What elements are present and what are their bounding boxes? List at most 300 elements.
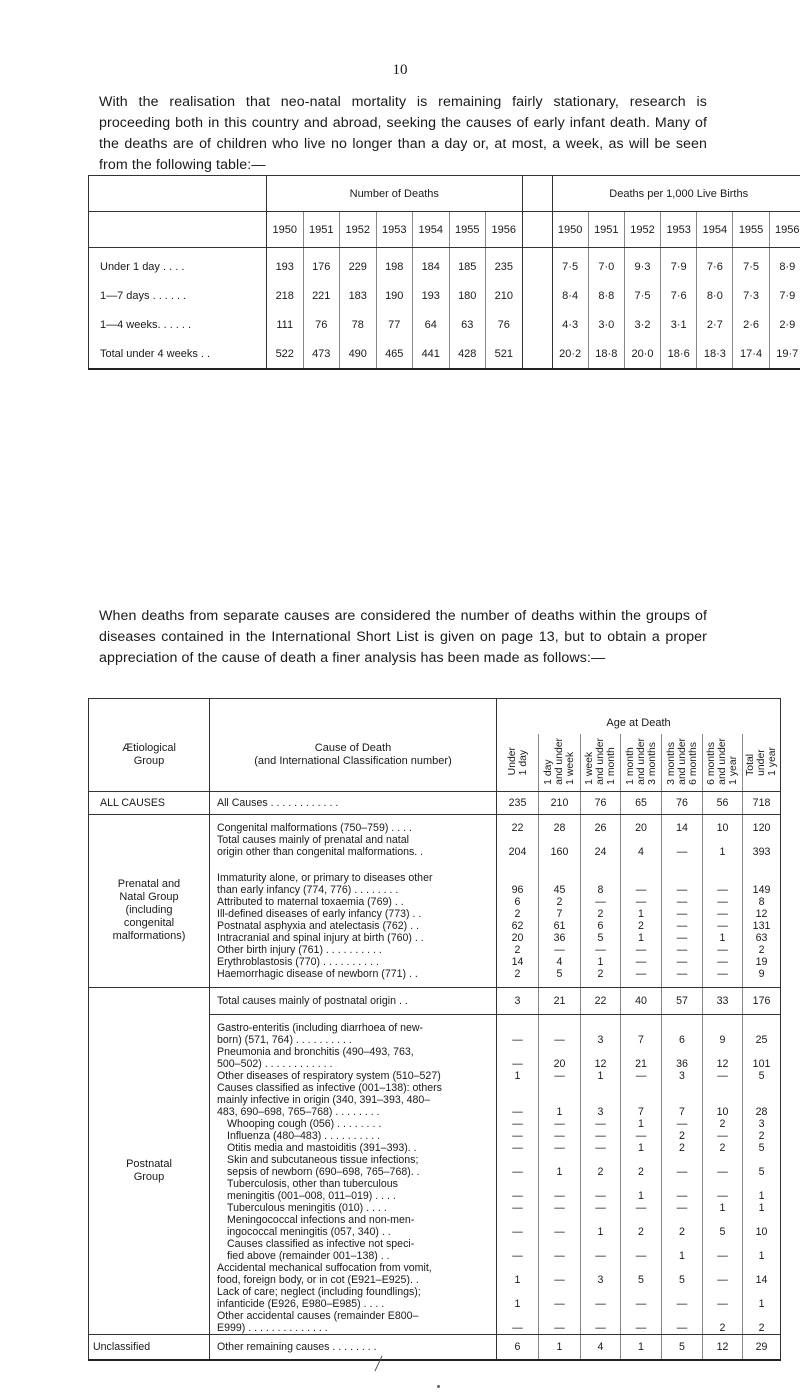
table-row [89,310,800,339]
value-cell: 101 [743,1046,781,1070]
value-cell: 14 [497,956,539,968]
value-cell: 2 [581,1154,621,1178]
t1-body [89,248,800,370]
value-cell: 149 [743,865,781,896]
value-cell: — [581,1178,621,1202]
value-cell: 3 [743,1118,781,1130]
value-cell: — [497,1015,539,1047]
middle-paragraph: When deaths from separate causes are considered the number of deaths within the groups of diseases contained in the International Short List is given on page 13, but to obtain a proper appreciation of the cause of death a finer analysis has been made as follows:— [99,608,707,666]
value-cell: — [497,1214,539,1238]
t1-year-rates: 1953 [661,212,697,248]
rate-cell: 8·0 [697,281,733,310]
value-cell: 5 [539,968,581,988]
t1-year-deaths: 1952 [340,212,377,248]
group-cell [89,988,210,1335]
t1-spacer [522,339,552,369]
value-cell: — [662,1178,703,1202]
deaths-cell: 184 [413,248,450,282]
cause-cell: Intracranial and spinal injury at birth (760) . . [210,932,497,944]
t1-spacer [522,310,552,339]
value-cell: 2 [743,1310,781,1335]
group-label: Postnatal Group [126,1158,172,1183]
rate-cell: 7·5 [733,248,769,282]
t2-age-col-label: 1 day and under 1 week [543,737,576,785]
value-cell: — [662,1286,703,1310]
value-cell: 1 [743,1286,781,1310]
t2-age-col-label: 3 months and under 6 months [665,737,699,785]
value-cell: 1 [497,1286,539,1310]
group-cell: Unclassified [93,1341,151,1353]
cause-cell: Skin and subcutaneous tissue infections; sepsis of newborn (690–698, 765–768). . [210,1154,497,1178]
rate-cell: 2·9 [769,310,800,339]
t2-age-col-header [581,734,621,792]
value-cell: 63 [743,932,781,944]
value-cell: — [662,932,703,944]
group-cell: ALL CAUSES [89,792,210,815]
cause-cell: Causes classified as infective (001–138): others mainly infective in origin (340, 391–393, 480– 483, 690–698, 765–768) . . . . . . . . [210,1082,497,1118]
value-cell: — [662,956,703,968]
value-cell: — [581,1202,621,1214]
row-label: 1—7 days . . . . . . [100,289,187,302]
deaths-cell: 522 [267,339,304,369]
causes-of-death-table [88,698,781,1361]
t2-age-col-label: Under 1 day [506,746,529,776]
value-cell: 2 [621,1154,662,1178]
t2-age-col-label: 1 week and under 1 month [584,737,617,785]
t1-year-corner [89,212,267,248]
value-cell: 1 [581,1214,621,1238]
t1-year-rates: 1955 [733,212,769,248]
row-label: Total under 4 weeks . . [100,347,211,360]
value-cell: — [497,1142,539,1154]
value-cell: 5 [703,1214,743,1238]
value-cell: — [621,896,662,908]
deaths-cell: 185 [449,248,486,282]
value-cell: 7 [621,1015,662,1047]
t1-year-rates: 1954 [697,212,733,248]
cause-cell: Meningococcal infections and non-men- ingococcal meningitis (057, 340) . . [210,1214,497,1238]
value-cell: 5 [743,1154,781,1178]
t1-year-rates: 1956 [769,212,800,248]
value-cell: — [581,1310,621,1335]
t1-year-rates: 1952 [624,212,660,248]
value-cell: 1 [703,932,743,944]
table-row [89,281,800,310]
value-cell: 4 [581,1335,621,1361]
rate-cell: 20·0 [624,339,660,369]
rate-cell: 18·6 [661,339,697,369]
value-cell: — [621,1238,662,1262]
deaths-cell: 193 [267,248,304,282]
t2-age-col-label: 6 months and under 1 year [706,737,739,785]
t1-year-header-row [89,212,800,248]
value-cell: 57 [662,988,703,1015]
t2-col-group-label: Ætiological Group [122,742,176,767]
value-cell: 5 [662,1262,703,1286]
table-row [89,1335,781,1361]
value-cell: — [703,944,743,956]
t1-year-deaths: 1953 [376,212,413,248]
deaths-cell: 465 [376,339,413,369]
value-cell: 2 [539,896,581,908]
deaths-cell: 193 [413,281,450,310]
value-cell: 1 [743,1238,781,1262]
value-cell: 7 [621,1082,662,1118]
value-cell: — [621,1202,662,1214]
value-cell: 5 [581,932,621,944]
t1-year-deaths: 1956 [486,212,523,248]
value-cell: 9 [743,968,781,988]
value-cell: 40 [621,988,662,1015]
value-cell: 26 [581,815,621,835]
value-cell: — [703,1130,743,1142]
value-cell: — [662,896,703,908]
t2-age-col-header [539,734,581,792]
value-cell: 3 [581,1082,621,1118]
t1-corner [89,176,267,212]
value-cell: 120 [743,815,781,835]
rate-cell: 8·8 [588,281,624,310]
rate-cell: 8·4 [552,281,588,310]
value-cell: 1 [621,1142,662,1154]
value-cell: 14 [662,815,703,835]
value-cell: — [539,1118,581,1130]
value-cell: 2 [497,968,539,988]
value-cell: 3 [497,988,539,1015]
row-label: Under 1 day . . . . [100,260,185,273]
rate-cell: 7·3 [733,281,769,310]
t1-year-deaths: 1950 [267,212,304,248]
value-cell: 204 [497,834,539,865]
value-cell: 5 [662,1335,703,1361]
value-cell: — [703,968,743,988]
value-cell: 12 [703,1335,743,1361]
value-cell: 393 [743,834,781,865]
rate-cell: 18·3 [697,339,733,369]
value-cell: — [539,1202,581,1214]
cause-cell: Postnatal asphyxia and atelectasis (762) . . [210,920,497,932]
value-cell: — [662,1202,703,1214]
deaths-cell: 176 [303,248,340,282]
value-cell: 1 [497,1262,539,1286]
t2-age-header: Age at Death [497,699,781,735]
cause-cell: Tuberculous meningitis (010) . . . . [210,1202,497,1214]
value-cell: 22 [497,815,539,835]
rate-cell: 9·3 [624,248,660,282]
value-cell: — [539,1142,581,1154]
value-cell: — [497,1046,539,1070]
rate-cell: 20·2 [552,339,588,369]
value-cell: 210 [539,792,581,815]
row-label: 1—4 weeks. . . . . . [100,318,192,331]
value-cell: 1 [703,834,743,865]
value-cell: 176 [743,988,781,1015]
cause-cell: Tuberculosis, other than tuberculous meningitis (001–008, 011–019) . . . . [210,1178,497,1202]
rate-cell: 7·6 [697,248,733,282]
value-cell: 8 [743,896,781,908]
rate-cell: 3·1 [661,310,697,339]
table-row [89,339,800,369]
intro-paragraph: With the realisation that neo-natal mortality is remaining fairly stationary, research is proceeding both in this country and abroad, seeking the causes of early infant death. Many of the deaths are of children who live no longer than a day or, at most, a week, as will be seen from the following table:— [99,94,707,173]
value-cell: 3 [662,1070,703,1082]
value-cell: 20 [497,932,539,944]
cause-cell: Congenital malformations (750–759) . . . . [210,815,497,835]
t2-age-col-header [743,734,781,792]
value-cell: 61 [539,920,581,932]
value-cell: — [539,1214,581,1238]
deaths-cell: 210 [486,281,523,310]
value-cell: 20 [621,815,662,835]
value-cell: 36 [662,1046,703,1070]
value-cell: 21 [539,988,581,1015]
value-cell: 12 [703,1046,743,1070]
value-cell: 12 [743,908,781,920]
deaths-cell: 190 [376,281,413,310]
rate-cell: 2·7 [697,310,733,339]
table-row [89,248,800,282]
deaths-cell: 218 [267,281,304,310]
t2-col-cause-label: Cause of Death (and International Classification number) [254,742,452,767]
table-row [89,792,781,815]
deaths-cell: 63 [449,310,486,339]
value-cell: 2 [743,944,781,956]
value-cell: 1 [621,932,662,944]
value-cell: — [497,1178,539,1202]
value-cell: — [539,1262,581,1286]
deaths-cell: 221 [303,281,340,310]
t2-age-col-label: Total under 1 year [745,746,779,776]
t2-age-col-header [497,734,539,792]
value-cell: 76 [581,792,621,815]
deaths-cell: 490 [340,339,377,369]
cause-cell: Other remaining causes . . . . . . . . [210,1335,497,1361]
value-cell: — [703,1262,743,1286]
t1-year-rates: 1950 [552,212,588,248]
value-cell: 19 [743,956,781,968]
value-cell: 2 [581,968,621,988]
deaths-cell: 77 [376,310,413,339]
value-cell: 9 [703,1015,743,1047]
value-cell: 2 [703,1118,743,1130]
value-cell: — [581,896,621,908]
value-cell: — [662,908,703,920]
value-cell: — [539,1015,581,1047]
value-cell: — [703,1238,743,1262]
value-cell: — [497,1082,539,1118]
rate-cell: 17·4 [733,339,769,369]
value-cell: 10 [703,1082,743,1118]
value-cell: — [703,920,743,932]
value-cell: — [662,1310,703,1335]
value-cell: — [497,1310,539,1335]
value-cell: 25 [743,1015,781,1047]
page-number: 10 [392,62,408,78]
value-cell: 33 [703,988,743,1015]
value-cell: 2 [703,1310,743,1335]
value-cell: — [662,968,703,988]
value-cell: — [662,865,703,896]
rate-cell: 18·8 [588,339,624,369]
deaths-cell: 473 [303,339,340,369]
value-cell: 10 [743,1214,781,1238]
value-cell: 1 [621,1335,662,1361]
cause-cell: Causes classified as infective not speci- fied above (remainder 001–138) . . [210,1238,497,1262]
cause-cell: Total causes mainly of prenatal and natal origin other than congenital malformations. . [210,834,497,865]
deaths-cell: 64 [413,310,450,339]
cause-cell: Lack of care; neglect (including foundlings); infanticide (E926, E980–E985) . . . . [210,1286,497,1310]
deaths-cell: 76 [303,310,340,339]
cause-cell: Gastro-enteritis (including diarrhoea of new- born) (571, 764) . . . . . . . . . . [210,1015,497,1047]
cause-cell: Accidental mechanical suffocation from vomit, food, foreign body, or in cot (E921–E925). . [210,1262,497,1286]
value-cell: — [662,1154,703,1178]
rate-cell: 8·9 [769,248,800,282]
value-cell: 1 [539,1154,581,1178]
value-cell: 1 [621,1118,662,1130]
table-row [89,988,781,1015]
t1-group-deaths: Number of Deaths [267,176,523,212]
stray-dot [437,1385,440,1388]
rate-cell: 2·6 [733,310,769,339]
t2-age-col-label: 1 month and under 3 months [624,737,658,785]
deaths-cell: 229 [340,248,377,282]
value-cell: — [621,865,662,896]
value-cell: 5 [743,1142,781,1154]
value-cell: — [539,1238,581,1262]
value-cell: — [621,968,662,988]
value-cell: 3 [581,1262,621,1286]
cause-cell: Otitis media and mastoiditis (391–393). . [210,1142,497,1154]
value-cell: 2 [497,944,539,956]
value-cell: — [703,1070,743,1082]
t2-col-cause [210,699,497,792]
value-cell: 2 [621,920,662,932]
deaths-cell: 198 [376,248,413,282]
value-cell: 22 [581,988,621,1015]
t1-spacer [522,212,552,248]
t1-group-rates: Deaths per 1,000 Live Births [552,176,800,212]
value-cell: 160 [539,834,581,865]
value-cell: 1 [539,1335,581,1361]
value-cell: 7 [539,908,581,920]
value-cell: — [581,1118,621,1130]
value-cell: 7 [662,1082,703,1118]
deaths-cell: 441 [413,339,450,369]
value-cell: — [539,1178,581,1202]
value-cell: 1 [539,1082,581,1118]
cause-cell: Attributed to maternal toxaemia (769) . . [210,896,497,908]
value-cell: 96 [497,865,539,896]
value-cell: 28 [743,1082,781,1118]
cause-cell: Other diseases of respiratory system (510–527) [210,1070,497,1082]
t1-year-rates: 1951 [588,212,624,248]
value-cell: 1 [621,908,662,920]
rate-cell: 7·6 [661,281,697,310]
value-cell: 62 [497,920,539,932]
value-cell: — [539,944,581,956]
deaths-cell: 235 [486,248,523,282]
value-cell: — [539,1310,581,1335]
t1-year-deaths: 1951 [303,212,340,248]
value-cell: 45 [539,865,581,896]
deaths-cell: 183 [340,281,377,310]
value-cell: 6 [497,1335,539,1361]
cause-cell: Total causes mainly of postnatal origin . . [210,988,497,1015]
value-cell: — [539,1130,581,1142]
value-cell: — [662,834,703,865]
value-cell: 4 [539,956,581,968]
value-cell: — [539,1286,581,1310]
value-cell: 1 [743,1178,781,1202]
cause-cell: Other accidental causes (remainder E800– E999) . . . . . . . . . . . . . . [210,1310,497,1335]
value-cell: 1 [662,1238,703,1262]
value-cell: 2 [621,1214,662,1238]
t1-year-deaths: 1955 [449,212,486,248]
value-cell: 6 [581,920,621,932]
rate-cell: 3·2 [624,310,660,339]
value-cell: — [497,1154,539,1178]
value-cell: 1 [743,1202,781,1214]
value-cell: 2 [662,1214,703,1238]
group-label: Prenatal and Natal Group (including congenital malformations) [112,878,186,942]
table-row [89,815,781,835]
value-cell: — [662,920,703,932]
t2-age-col-header [662,734,703,792]
t1-spacer [522,176,552,212]
value-cell: 1 [581,956,621,968]
value-cell: 4 [621,834,662,865]
value-cell: — [662,1118,703,1130]
value-cell: — [581,1130,621,1142]
value-cell: 10 [703,815,743,835]
value-cell: — [662,944,703,956]
deaths-cell: 521 [486,339,523,369]
deaths-cell: 428 [449,339,486,369]
value-cell: — [497,1118,539,1130]
value-cell: — [621,956,662,968]
value-cell: 1 [581,1070,621,1082]
value-cell: 2 [581,908,621,920]
value-cell: 14 [743,1262,781,1286]
rate-cell: 7·0 [588,248,624,282]
value-cell: 3 [581,1015,621,1047]
t1-spacer [522,248,552,282]
cause-cell: Haemorrhagic disease of newborn (771) . . [210,968,497,988]
deaths-cell: 76 [486,310,523,339]
group-cell [89,815,210,988]
value-cell: — [621,1070,662,1082]
cause-cell: Ill-defined diseases of early infancy (773) . . [210,908,497,920]
value-cell: 6 [662,1015,703,1047]
value-cell: 1 [497,1070,539,1082]
cause-cell: All Causes . . . . . . . . . . . . [210,792,497,815]
cause-cell: Whooping cough (056) . . . . . . . . [210,1118,497,1130]
value-cell: 2 [662,1142,703,1154]
deaths-cell: 111 [267,310,304,339]
value-cell: 56 [703,792,743,815]
value-cell: — [581,1286,621,1310]
value-cell: 8 [581,865,621,896]
rate-cell: 7·9 [769,281,800,310]
value-cell: — [703,1286,743,1310]
value-cell: — [703,865,743,896]
value-cell: 2 [662,1130,703,1142]
value-cell: 29 [743,1335,781,1361]
value-cell: 235 [497,792,539,815]
cause-cell: Erythroblastosis (770) . . . . . . . . . . [210,956,497,968]
t2-col-group [89,699,210,792]
value-cell: 5 [621,1262,662,1286]
value-cell: 21 [621,1046,662,1070]
